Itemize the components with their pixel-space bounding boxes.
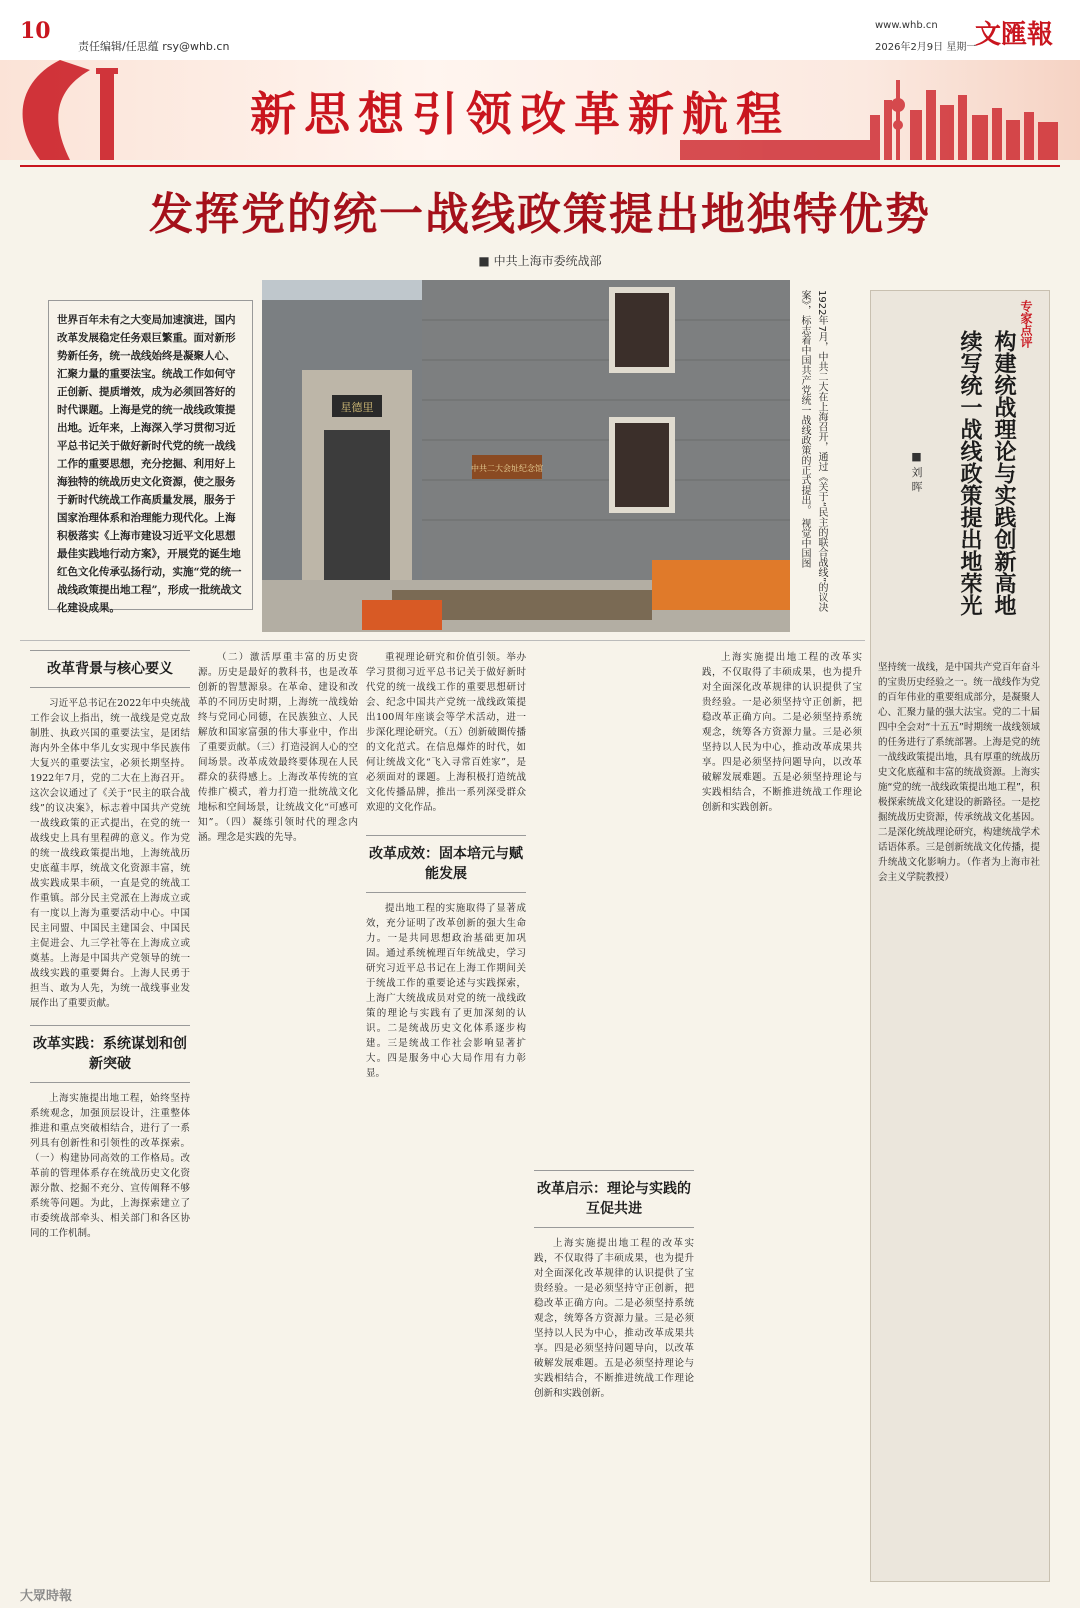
banner-title: 新思想引领改革新航程 [250, 87, 790, 141]
section-text: 习近平总书记在2022年中央统战工作会议上指出，统一战线是党克敌制胜、执政兴国的重要法宝，是团结海内外全体中华儿女实现中华民族伟大复兴的重要法宝，必须长期坚持。1922年7月，党的二大在上海召开。这次会议通过了《关于“民主的联合战线”的议决案》，标志着中国共产党统一战线政策的正式提出，在党的统一战线史上具有里程碑的意义。作为党的统一战线政策提出地，上海统战历史底蕴丰厚，统战文化资源丰富，统战实践成果丰硕，一直是党的统战工作重镇。部分民主党派在上海成立或有一度以上海为重要活动中心。中国民主同盟、中国民主建国会、中国民主促进会、九三学社等在上海成立或奠基。上海是中国共产党领导的统一战线实践的重要舞台。上海人民勇于担当、敢为人先，为统一战线事业发展作出了重要贡献。 [30, 698, 190, 1009]
commentary-tag: 专家点评 [1019, 300, 1033, 348]
section-text: 提出地工程的实施取得了显著成效，充分证明了改革创新的强大生命力。一是共同思想政治基础更加巩固。通过系统梳理百年统战史，学习研究习近平总书记在上海工作期间关于统战工作的重要论述与实践探索，上海广大统战成员对党的统一战线政策的理论与实践有了更加深刻的认识。二是统战历史文化体系逐步构建。三是统战工作社会影响显著扩大。四是服务中心大局作用有力彰显。 [366, 903, 526, 1079]
article-column-2 [198, 650, 358, 1580]
article-column-1 [30, 650, 190, 1580]
section-heading: 改革背景与核心要义 [30, 650, 190, 688]
divider [20, 165, 1060, 167]
section-heading: 改革实践：系统谋划和创新突破 [30, 1025, 190, 1083]
page-number: 10 [20, 18, 51, 44]
watermark-logo: 大眾時報 [20, 1589, 73, 1604]
divider [20, 640, 865, 641]
photo-caption: 1922年7月，中共二大在上海召开，通过《关于“民主的联合战线”的议决案》，标志着中国共产党统一战线政策的正式提出。 视觉中国图 [799, 290, 827, 613]
issue-date: 2026年2月9日 星期一 [875, 42, 977, 53]
section-text: 上海实施提出地工程的改革实践，不仅取得了丰硕成果，也为提升对全面深化改革规律的认识提供了宝贵经验。一是必须坚持守正创新，把稳改革正确方向。二是必须坚持系统观念，统筹各方资源力量。三是必须坚持以人民为中心，推动改革成果共享。四是必须坚持问题导向，以改革破解发展难题。五是必须坚持理论与实践相结合，不断推进统战工作理论创新和实践创新。 [534, 1238, 694, 1399]
section-heading: 改革成效：固本培元与赋能发展 [366, 835, 526, 893]
commentary-body: 坚持统一战线，是中国共产党百年奋斗的宝贵历史经验之一。统一战线作为党的百年伟业的重要组成部分，是凝聚人心、汇聚力量的强大法宝。党的二十届四中全会对“十五五”时期统一战线领域的任务进行了系统部署。上海是党的统一战线政策提出地，具有厚重的统战历史文化底蕴和丰富的统战资源。上海实施“党的统一战线政策提出地工程”，积极探索统战文化建设的新路径。一是挖掘统战历史资源，传承统战文化基因。二是深化统战理论研究，构建统战学术话语体系。三是创新统战文化传播，提升统战文化影响力。（作者为上海市社会主义学院教授） [878, 662, 1040, 883]
section-text: （二）激活厚重丰富的历史资源。历史是最好的教科书，也是改革创新的智慧源泉。在革命、建设和改革的不同历史时期，上海统一战线始终与党同心同德，在民族独立、人民解放和国家富强的伟大事业中，作出了重要贡献。（三）打造浸润人心的空间场景。改革成效最终要体现在人民群众的获得感上。上海改革传统的宣传推广模式，着力打造一批统战文化地标和空间场景，让统战文化“可感可知”。（四）凝练引领时代的理念内涵。理念是实践的先导。 [198, 652, 358, 843]
commentary-author: ■ 刘 晖 [910, 450, 923, 492]
paper-name: 文匯報 [975, 20, 1054, 50]
article-column-3 [366, 650, 526, 1580]
site-url[interactable]: www.whb.cn [875, 20, 938, 31]
photo-museum-plaque: 中共二大会址纪念馆 [471, 464, 543, 473]
section-text: 上海实施提出地工程的改革实践，不仅取得了丰硕成果，也为提升对全面深化改革规律的认识提供了宝贵经验。一是必须坚持守正创新，把稳改革正确方向。二是必须坚持系统观念，统筹各方资源力量。三是必须坚持以人民为中心，推动改革成果共享。四是必须坚持问题导向，以改革破解发展难题。五是必须坚持理论与实践相结合，不断推进统战工作理论创新和实践创新。 [702, 652, 862, 813]
editor-line: 责任编辑/任思蕴 rsy@whb.cn [78, 40, 230, 53]
section-heading: 改革启示：理论与实践的互促共进 [534, 1170, 694, 1228]
article-column-4 [534, 650, 694, 1580]
article-column-5 [702, 650, 862, 1580]
article-photo [262, 280, 790, 632]
lead-paragraph: 世界百年未有之大变局加速演进，国内改革发展稳定任务艰巨繁重。面对新形势新任务，统一战线始终是凝聚人心、汇聚力量的重要法宝。统战工作如何守正创新、提质增效，成为必须回答好的时代课题。上海是党的统一战线政策提出地。近年来，上海深入学习贯彻习近平总书记关于做好新时代党的统一战线工作的重要思想，充分挖掘、利用好上海独特的统战历史文化资源，使之服务于新时代统战工作高质量发展，服务于国家治理体系和治理能力现代化。上海积极落实《上海市建设习近平文化思想最佳实践地行动方案》，开展党的诞生地红色文化传承弘扬行动，实施“党的统一战线政策提出地工程”，形成一批统战文化建设成果。 [48, 300, 253, 610]
section-text: 上海实施提出地工程，始终坚持系统观念，加强顶层设计，注重整体推进和重点突破相结合，进行了一系列具有创新性和引领性的改革探索。（一）构建协同高效的工作格局。改革前的管理体系存在统战历史文化资源分散、挖掘不充分、宣传阐释不够系统等问题。为此，上海探索建立了市委统战部牵头、相关部门和各区协同的工作机制。 [30, 1093, 190, 1239]
section-text: 重视理论研究和价值引领。举办学习贯彻习近平总书记关于做好新时代党的统一战线工作的重要思想研讨会、纪念中国共产党统一战线政策提出100周年座谈会等学术活动，进一步深化理论研究。（五）创新破圈传播的文化范式。在信息爆炸的时代，如何让统战文化“飞入寻常百姓家”，是必须面对的课题。上海积极打造统战文化传播品牌，推出一系列深受群众欢迎的文化作品。 [366, 652, 526, 813]
photo-gate-sign: 星德里 [340, 401, 374, 414]
commentary-title: 构建统战理论与实践创新高地 续写统一战线政策提出地荣光 [957, 330, 1016, 616]
article-byline: ■ 中共上海市委统战部 [478, 254, 602, 268]
article-title: 发挥党的统一战线政策提出地独特优势 [149, 189, 931, 240]
